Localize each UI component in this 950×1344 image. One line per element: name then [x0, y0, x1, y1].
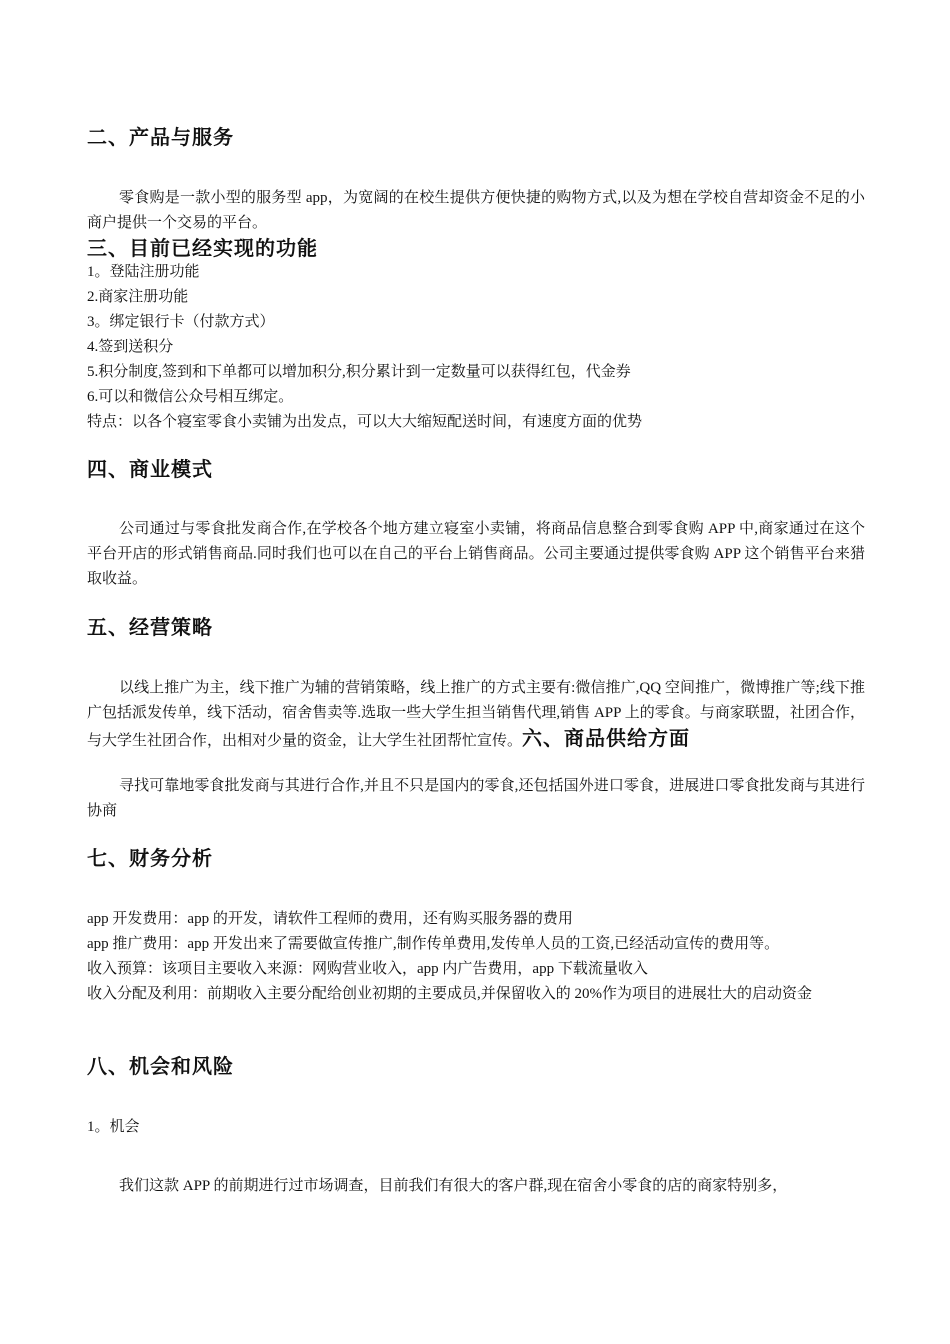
subheading-opportunity: 1。机会 [87, 1119, 140, 1135]
heading-business-model: 四、商业模式 [87, 457, 213, 481]
paragraph-operating-strategy [87, 676, 865, 754]
paragraph-business-model: 公司通过与零食批发商合作,在学校各个地方建立寝室小卖铺，将商品信息整合到零食购 APP 中,商家通过在这个平台开店的形式销售商品.同时我们也可以在自己的平台上销售商品。公司主要通过提供零食购 APP 这个销售平台来猎取收益。 [87, 521, 865, 587]
paragraph-supply: 寻找可靠地零食批发商与其进行合作,并且不只是国内的零食,还包括国外进口零食，进展进口零食批发商与其进行协商 [87, 778, 865, 819]
heading-products-services: 二、产品与服务 [87, 125, 234, 149]
heading-opportunities-risks: 八、机会和风险 [87, 1054, 234, 1078]
heading-operating-strategy: 五、经营策略 [87, 615, 213, 639]
feature-item: 2.商家注册功能 [87, 289, 189, 305]
finance-line: 收入预算：该项目主要收入来源：网购营业收入，app 内广告费用，app 下载流量收入 [87, 961, 648, 977]
paragraph-products-services: 零食购是一款小型的服务型 app，为宽阔的在校生提供方便快捷的购物方式,以及为想在学校自营却资金不足的小商户提供一个交易的平台。 [87, 190, 865, 231]
feature-item: 3。绑定银行卡（付款方式） [87, 314, 275, 330]
heading-financial-analysis: 七、财务分析 [87, 846, 213, 870]
feature-item: 1。登陆注册功能 [87, 264, 200, 280]
feature-item: 5.积分制度,签到和下单都可以增加积分,积分累计到一定数量可以获得红包，代金券 [87, 364, 631, 380]
paragraph-opportunity: 我们这款 APP 的前期进行过市场调查，目前我们有很大的客户群,现在宿舍小零食的店的商家特别多， [119, 1178, 788, 1194]
finance-line: app 开发费用：app 的开发，请软件工程师的费用，还有购买服务器的费用 [87, 911, 573, 927]
heading-supply: 六、商品供给方面 [522, 726, 691, 750]
finance-line: 收入分配及利用：前期收入主要分配给创业初期的主要成员,并保留收入的 20%作为项目的进展壮大的启动资金 [87, 986, 812, 1002]
finance-line: app 推广费用：app 开发出来了需要做宣传推广,制作传单费用,发传单人员的工资,已经活动宣传的费用等。 [87, 936, 780, 952]
feature-item: 4.签到送积分 [87, 339, 174, 355]
heading-implemented-features: 三、目前已经实现的功能 [87, 236, 318, 260]
feature-highlight: 特点：以各个寝室零食小卖铺为出发点，可以大大缩短配送时间，有速度方面的优势 [87, 414, 643, 430]
strategy-text: 以线上推广为主，线下推广为辅的营销策略，线上推广的方式主要有:微信推广,QQ 空间推广，微博推广等;线下推广包括派发传单，线下活动，宿舍售卖等.选取一些大学生担当销售代理,销售 APP 上的零食。与商家联盟，社团合作，与大学生社团合作，出相对少量的资金，让大学生社团帮忙宣传。 [87, 680, 865, 749]
feature-item: 6.可以和微信公众号相互绑定。 [87, 389, 294, 405]
